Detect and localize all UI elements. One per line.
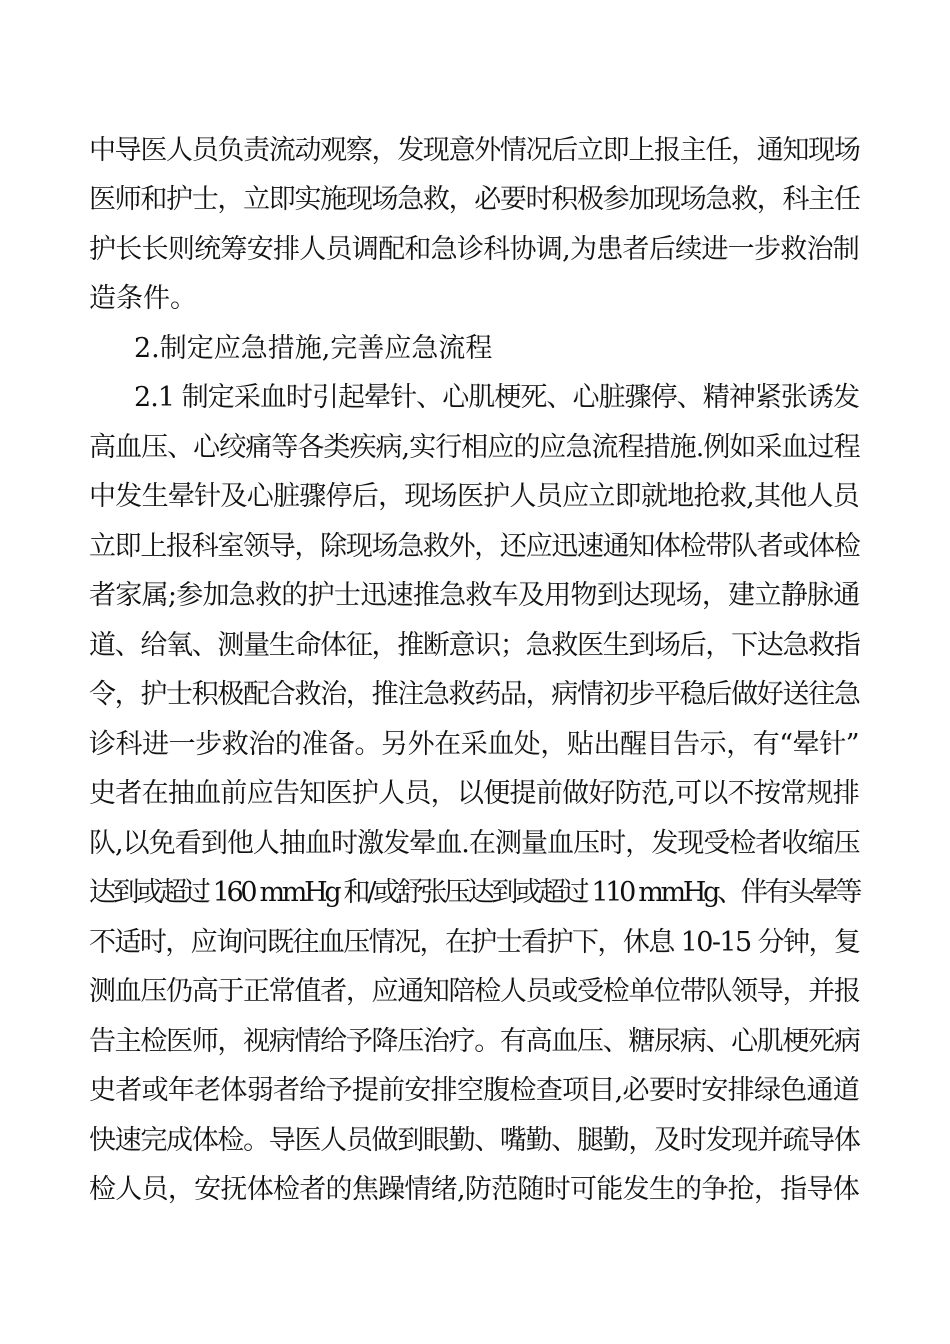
text-line-8: 中发生晕针及心脏骤停后，现场医护人员应立即就地抢救,其他人员: [89, 481, 860, 512]
text-line-4: 造条件。: [89, 283, 197, 314]
section-heading: 2.制定应急措施,完善应急流程: [134, 333, 493, 364]
text-line-3: 护长长则统筹安排人员调配和急诊科协调,为患者后续进一步救治制: [89, 234, 860, 265]
text-line-14: 史者在抽血前应告知医护人员，以便提前做好防范,可以不按常规排: [89, 778, 860, 809]
text-line-6: 2.1 制定采血时引起晕针、心肌梗死、心脏骤停、精神紧张诱发: [134, 382, 860, 413]
text-line-21: 快速完成体检。导医人员做到眼勤、嘴勤、腿勤，及时发现并疏导体: [89, 1125, 860, 1156]
text-line-17: 不适时，应询问既往血压情况，在护士看护下，休息 10-15 分钟，复: [89, 927, 860, 958]
text-line-19: 告主检医师，视病情给予降压治疗。有高血压、糖尿病、心肌梗死病: [89, 1026, 860, 1057]
text-line-2: 医师和护士，立即实施现场急救，必要时积极参加现场急救，科主任: [89, 184, 860, 215]
text-line-15: 队,以免看到他人抽血时激发晕血.在测量血压时，发现受检者收缩压: [89, 828, 860, 859]
text-line-12: 令，护士积极配合救治，推注急救药品，病情初步平稳后做好送往急: [89, 679, 860, 710]
text-line-1: 中导医人员负责流动观察，发现意外情况后立即上报主任，通知现场: [89, 135, 860, 166]
text-line-9: 立即上报科室领导，除现场急救外，还应迅速通知体检带队者或体检: [89, 531, 860, 562]
text-line-16: 达到或超过 160 mmHg 和/或舒张压达到或超过 110 mmHg、伴有头晕等: [89, 877, 860, 908]
text-line-18: 测血压仍高于正常值者，应通知陪检人员或受检单位带队领导，并报: [89, 976, 860, 1007]
text-line-13: 诊科进一步救治的准备。另外在采血处，贴出醒目告示，有“晕针”: [89, 729, 860, 760]
text-line-20: 史者或年老体弱者给予提前安排空腹检查项目,必要时安排绿色通道: [89, 1075, 860, 1106]
text-line-11: 道、给氧、测量生命体征，推断意识；急救医生到场后，下达急救指: [89, 630, 860, 661]
text-line-10: 者家属;参加急救的护士迅速推急救车及用物到达现场，建立静脉通: [89, 580, 860, 611]
text-line-22: 检人员，安抚体检者的焦躁情绪,防范随时可能发生的争抢，指导体: [89, 1174, 860, 1205]
text-line-7: 高血压、心绞痛等各类疾病,实行相应的应急流程措施.例如采血过程: [89, 432, 860, 463]
